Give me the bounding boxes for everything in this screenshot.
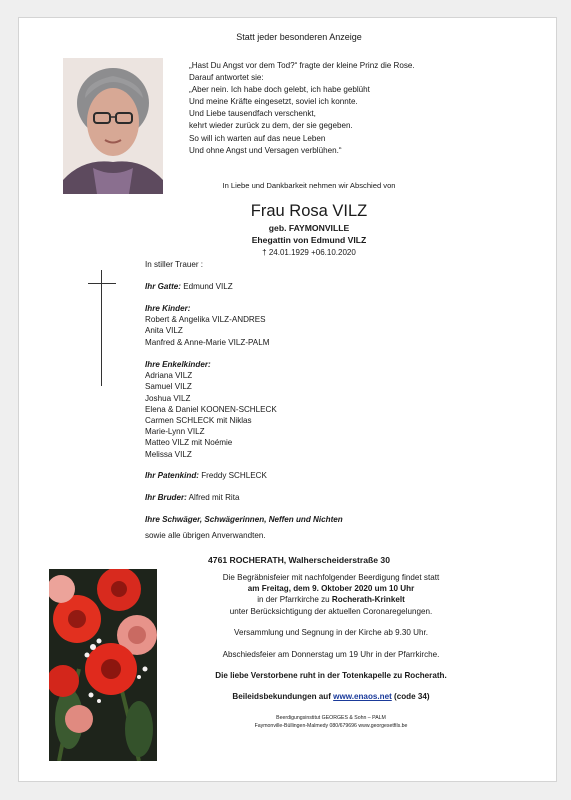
brother-name: Alfred mit Rita: [188, 493, 240, 502]
list-item: Samuel VILZ: [145, 382, 192, 392]
life-dates: † 24.01.1929 +06.10.2020: [262, 248, 356, 257]
grandchildren-list: [145, 359, 277, 460]
resting-place-info: Die liebe Verstorbene ruht in der Totenkapelle zu Rocherath.: [215, 671, 447, 680]
condolence-info: [191, 691, 471, 702]
list-item: Joshua VILZ: [145, 393, 191, 403]
farewell-line: In Liebe und Dankbarkeit nehmen wir Abschied von: [222, 181, 396, 190]
poem-line: „Aber nein. Ich habe doch gelebt, ich habe geblüht: [189, 85, 370, 95]
birth-name: geb. FAYMONVILLE: [268, 223, 350, 233]
obituary-page: [18, 17, 557, 782]
godchild-label: Ihr Patenkind:: [145, 471, 199, 480]
poem-line: Und Liebe tausendfach verschenkt,: [189, 109, 316, 119]
poem-line: Und meine Kräfte eingesetzt, soviel ich konnte.: [189, 97, 358, 107]
poem-line: „Hast Du Angst vor dem Tod?“ fragte der kleine Prinz die Rose.: [189, 61, 415, 70]
list-item: Manfred & Anne-Marie VILZ-PALM: [145, 337, 270, 347]
brother-label: Ihr Bruder:: [145, 493, 187, 502]
mourners-intro: In stiller Trauer :: [145, 260, 204, 269]
list-item: Carmen SCHLECK mit Niklas: [145, 416, 252, 426]
funeral-line: unter Berücksichtigung der aktuellen Coronaregelungen.: [229, 606, 433, 616]
address: 4761 ROCHERATH, Walherscheiderstraße 30: [208, 555, 390, 565]
spouse-entry: [145, 281, 233, 292]
poem-line: Darauf antwortet sie:: [189, 73, 264, 83]
poem: [189, 60, 415, 157]
children-list: [145, 303, 269, 348]
cross-bar: [88, 283, 116, 284]
funeral-info: [191, 572, 471, 617]
gathering-info: Versammlung und Segnung in der Kirche ab 9.30 Uhr.: [234, 628, 428, 637]
list-item: Anita VILZ: [145, 326, 183, 336]
godchild-name: Freddy SCHLECK: [201, 471, 267, 480]
funeral-date: am Freitag, dem 9. Oktober 2020 um 10 Uhr: [247, 584, 415, 594]
others-line: sowie alle übrigen Anverwandten.: [145, 531, 266, 540]
portrait-photo: [63, 58, 163, 194]
spouse-label: Ihr Gatte:: [145, 282, 181, 291]
grandchildren-label: Ihre Enkelkinder:: [145, 360, 211, 369]
list-item: Adriana VILZ: [145, 371, 193, 381]
cross-icon: [101, 270, 102, 386]
list-item: Matteo VILZ mit Noémie: [145, 438, 233, 448]
children-label: Ihre Kinder:: [145, 304, 191, 313]
spouse-line: Ehegattin von Edmund VILZ: [251, 235, 367, 245]
funeral-location: [191, 594, 471, 605]
condolence-suffix: (code 34): [391, 692, 430, 701]
flower-bouquet-image: [49, 569, 157, 761]
list-item: Marie-Lynn VILZ: [145, 427, 205, 437]
condolence-prefix: Beileidsbekundungen auf: [232, 692, 334, 701]
poem-line: So will ich warten auf das neue Leben: [189, 133, 326, 143]
poem-line: kehrt wieder zurück zu dem, der sie gegeben.: [189, 121, 353, 131]
godchild-entry: [145, 470, 267, 481]
poem-line: Und ohne Angst und Versagen verblühen.“: [189, 145, 342, 155]
inlaws-line: Ihre Schwäger, Schwägerinnen, Neffen und Nichten: [145, 515, 343, 524]
undertaker-name: Beerdigungsinstitut GEORGES & Sohn – PALM: [276, 715, 386, 721]
brother-entry: [145, 492, 239, 503]
undertaker-contact: Faymonville-Büllingen-Malmedy 080/679696 www.georgesetfils.be: [254, 723, 408, 729]
condolence-link[interactable]: www.enaos.net: [333, 692, 392, 701]
list-item: Melissa VILZ: [145, 449, 192, 459]
list-item: Elena & Daniel KOONEN-SCHLECK: [145, 404, 277, 414]
funeral-location-prefix: in der Pfarrkirche zu: [257, 595, 332, 605]
deceased-name: Frau Rosa VILZ: [250, 202, 368, 220]
farewell-evening-info: Abschiedsfeier am Donnerstag um 19 Uhr in der Pfarrkirche.: [222, 650, 440, 659]
funeral-place: Rocherath-Krinkelt: [331, 595, 405, 605]
spouse-name: Edmund VILZ: [183, 282, 233, 291]
list-item: Robert & Angelika VILZ-ANDRES: [145, 315, 266, 325]
notice-header: Statt jeder besonderen Anzeige: [236, 32, 362, 42]
undertaker-info: [191, 714, 471, 730]
funeral-line: Die Begräbnisfeier mit nachfolgender Beerdigung findet statt: [222, 573, 440, 582]
